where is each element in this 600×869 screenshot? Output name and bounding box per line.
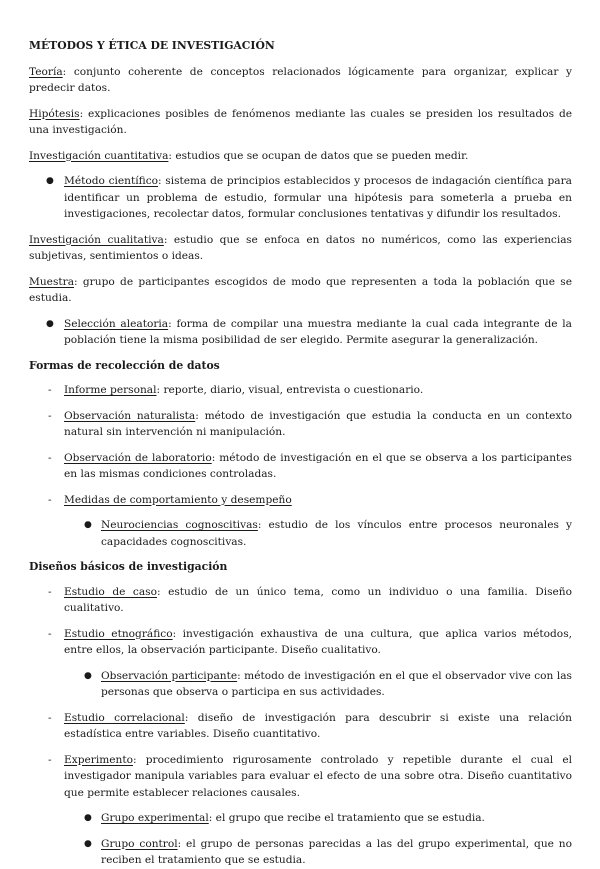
definition-text: : conjunto coherente de conceptos relacionados lógicamente para organizar, explicar y predecir datos. xyxy=(29,65,572,94)
bullet-icon: ● xyxy=(84,670,92,681)
term: Investigación cuantitativa xyxy=(29,149,169,162)
term: Observación naturalista xyxy=(64,409,196,422)
dash-marker: - xyxy=(48,409,52,422)
definition-text: : diseño de investigación para descubrir si existe una relación estadística entre variables. Diseño cuantitativo. xyxy=(64,711,572,740)
definition-investigacion-cualitativa xyxy=(29,232,572,265)
term: Hipótesis xyxy=(29,107,80,120)
definition-text: : explicaciones posibles de fenómenos mediante las cuales se presiden los resultados de una investigación. xyxy=(29,107,572,136)
dash-marker: - xyxy=(48,493,52,506)
dash-marker: - xyxy=(48,753,52,766)
bullet-grupo-experimental xyxy=(29,810,572,827)
bullet-icon: ● xyxy=(46,318,54,329)
dash-item-informe-personal xyxy=(29,382,572,399)
definition-text: : grupo de participantes escogidos de modo que representen a toda la población que se estudia. xyxy=(29,275,572,304)
term: Observación de laboratorio xyxy=(64,451,212,464)
dash-item-observacion-naturalista xyxy=(29,408,572,441)
dash-item-medidas-comportamiento xyxy=(29,492,572,509)
bullet-icon: ● xyxy=(84,838,92,849)
bullet-seleccion-aleatoria xyxy=(29,316,572,349)
term: Grupo control xyxy=(101,837,178,850)
dash-item-estudio-etnografico xyxy=(29,626,572,659)
term: Grupo experimental xyxy=(101,812,209,824)
definition-text: : estudio de los vínculos entre procesos neuronales y capacidades cognoscitivas. xyxy=(101,519,573,548)
bullet-grupo-control xyxy=(29,836,572,869)
term: Medidas de comportamiento y desempeño xyxy=(64,493,292,506)
page-title: MÉTODOS Y ÉTICA DE INVESTIGACIÓN xyxy=(29,39,275,52)
definition-text: : estudios que se ocupan de datos que se pueden medir. xyxy=(168,149,469,162)
term: Observación participante xyxy=(101,669,238,682)
definition-text: : reporte, diario, visual, entrevista o cuestionario. xyxy=(156,384,424,396)
definition-text: : forma de compilar una muestra mediante la cual cada integrante de la población tiene la misma posibilidad de ser elegido. Permite asegurar la generalización. xyxy=(64,317,572,346)
bullet-icon: ● xyxy=(84,813,92,823)
dash-marker: - xyxy=(48,711,52,724)
definition-muestra xyxy=(29,274,572,307)
definition-text: : estudio de un único tema, como un individuo o una familia. Diseño cualitativo. xyxy=(64,585,572,614)
bullet-icon: ● xyxy=(84,520,92,530)
definition-text: : método de investigación en el que el observador vive con las personas que observa o participa en sus actividades. xyxy=(101,669,572,698)
dash-item-observacion-laboratorio xyxy=(29,450,572,483)
dash-item-estudio-caso xyxy=(29,584,572,617)
bullet-icon: ● xyxy=(46,176,54,186)
term: Experimento xyxy=(64,753,133,766)
definition-text: : el grupo que recibe el tratamiento que se estudia. xyxy=(208,812,485,824)
term: Neurociencias cognoscitivas xyxy=(101,519,258,531)
term: Estudio correlacional xyxy=(64,711,185,724)
term: Estudio de caso xyxy=(64,585,157,598)
definition-investigacion-cuantitativa xyxy=(29,148,572,165)
dash-marker: - xyxy=(48,451,52,464)
term: Selección aleatoria xyxy=(64,317,169,330)
definition-text: : método de investigación en el que se observa a los participantes en las mismas condiciones controladas. xyxy=(64,451,572,480)
definition-teoria xyxy=(29,64,572,97)
definition-hipotesis xyxy=(29,106,572,139)
term: Método científico xyxy=(64,175,159,187)
bullet-observacion-participante xyxy=(29,668,572,701)
term: Muestra xyxy=(29,275,75,288)
bullet-neurociencias xyxy=(29,517,572,550)
definition-text: : investigación exhaustiva de una cultura, que aplica varios métodos, entre ellos, la observación participante. Diseño cualitativo. xyxy=(64,627,572,656)
dash-item-estudio-correlacional xyxy=(29,710,572,743)
section-heading-recoleccion: Formas de recolección de datos xyxy=(29,358,220,372)
term: Estudio etnográfico xyxy=(64,627,173,640)
definition-text: : procedimiento rigurosamente controlado y repetible durante el cual el investigador manipula variables para evaluar el efecto de una sobre otra. Diseño cuantitativo que permite establecer relaciones causales. xyxy=(64,753,572,799)
dash-marker: - xyxy=(48,585,52,598)
definition-text: : el grupo de personas parecidas a las del grupo experimental, que no reciben el tratamiento que se estudia. xyxy=(101,837,572,866)
term: Teoría xyxy=(29,65,63,78)
bullet-metodo-cientifico xyxy=(29,173,572,223)
definition-text: : sistema de principios establecidos y procesos de indagación científica para identificar un problema de estudio, formular una hipótesis para someterla a prueba en investigaciones, recolectar datos, formular conclusiones tentativas y difundir los resultados. xyxy=(64,175,573,220)
dash-marker: - xyxy=(48,627,52,640)
term: Investigación cualitativa xyxy=(29,233,164,246)
term: Informe personal xyxy=(64,384,157,396)
definition-text: : método de investigación que estudia la conducta en un contexto natural sin intervención ni manipulación. xyxy=(64,409,573,438)
dash-item-experimento xyxy=(29,752,572,802)
definition-text: : estudio que se enfoca en datos no numéricos, como las experiencias subjetivas, sentimientos o ideas. xyxy=(29,233,572,262)
dash-marker: - xyxy=(48,384,52,396)
section-heading-disenos: Diseños básicos de investigación xyxy=(29,560,228,573)
